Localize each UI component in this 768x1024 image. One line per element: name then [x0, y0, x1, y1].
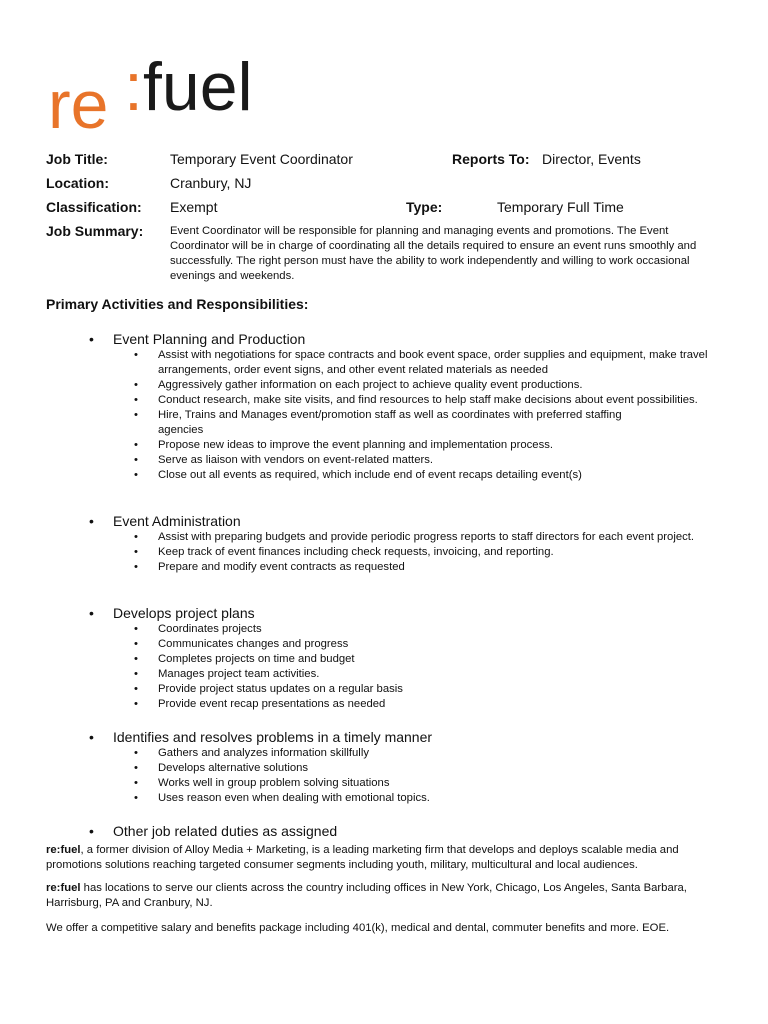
section-title: Identifies and resolves problems in a timely manner: [113, 729, 433, 745]
logo-suffix: fuel: [143, 49, 253, 125]
type-label: Type:: [406, 199, 443, 215]
type-value: Temporary Full Time: [497, 199, 624, 215]
list-item: • Communicates changes and progress: [134, 638, 349, 650]
brand-name: re:fuel: [46, 844, 81, 856]
list-item: • Conduct research, make site visits, and find resources to help staff make decisions about event possibilities.: [134, 394, 698, 406]
list-item: • Coordinates projects: [134, 623, 262, 635]
section-items: [0, 746, 718, 806]
list-item: • Hire, Trains and Manages event/promotion staff as well as coordinates with preferred staffing agencies: [134, 409, 622, 436]
logo-prefix: re: [48, 67, 109, 136]
about-paragraph: re:fuel, a former division of Alloy Media + Marketing, is a leading marketing firm that develops and deploys scalable media and promotions solutions reaching targeted consumer segments including youth, military, multicultural and local audiences.: [46, 844, 679, 871]
job-title-label: Job Title:: [46, 151, 108, 167]
reports-to-label: Reports To:: [452, 151, 530, 167]
benefits-paragraph: We offer a competitive salary and benefits package including 401(k), medical and dental, commuter benefits and more. EOE.: [46, 922, 670, 934]
list-item: • Keep track of event finances including check requests, invoicing, and reporting.: [134, 546, 554, 558]
classification-value: Exempt: [170, 199, 218, 215]
section-bullet: •: [89, 729, 94, 745]
list-item: • Propose new ideas to improve the event planning and implementation process.: [134, 439, 553, 451]
section-bullet: •: [89, 513, 94, 529]
list-item: • Prepare and modify event contracts as requested: [134, 561, 405, 573]
list-item: • Uses reason even when dealing with emotional topics.: [134, 792, 430, 804]
refuel-logo: [48, 40, 268, 136]
location-label: Location:: [46, 175, 109, 191]
section-bullet: •: [89, 605, 94, 621]
section-items: [0, 530, 718, 575]
location-value: Cranbury, NJ: [170, 175, 252, 191]
responsibilities-heading: Primary Activities and Responsibilities:: [46, 296, 309, 312]
logo-colon: :: [124, 49, 143, 125]
list-item: • Works well in group problem solving situations: [134, 777, 390, 789]
list-item: • Manages project team activities.: [134, 668, 320, 680]
list-item: • Gathers and analyzes information skillfully: [134, 747, 369, 759]
section-title: Event Planning and Production: [113, 331, 306, 347]
section-title: Event Administration: [113, 513, 241, 529]
job-summary-label: Job Summary:: [46, 223, 144, 239]
classification-label: Classification:: [46, 199, 142, 215]
section-items: [0, 348, 718, 483]
list-item: • Assist with negotiations for space contracts and book event space, order supplies and equipment, make travel arrangements, order event signs, and other event related materials as needed: [134, 349, 708, 376]
list-item: • Provide event recap presentations as needed: [134, 698, 386, 710]
list-item: • Aggressively gather information on each project to achieve quality event productions.: [134, 379, 583, 391]
list-item: • Completes projects on time and budget: [134, 653, 355, 665]
section-items: [0, 622, 718, 712]
list-item: • Provide project status updates on a regular basis: [134, 683, 403, 695]
list-item: • Serve as liaison with vendors on event-related matters.: [134, 454, 434, 466]
reports-to-value: Director, Events: [542, 151, 641, 167]
list-item: • Develops alternative solutions: [134, 762, 309, 774]
list-item: • Close out all events as required, which include end of event recaps detailing event(s): [134, 469, 582, 481]
section-title: Other job related duties as assigned: [113, 823, 338, 839]
list-item: • Assist with preparing budgets and provide periodic progress reports to staff directors for each event project.: [134, 531, 695, 543]
section-bullet: •: [89, 823, 94, 839]
section-bullet: •: [89, 331, 94, 347]
brand-name: re:fuel: [46, 882, 81, 894]
section-title: Develops project plans: [113, 605, 255, 621]
job-summary-text: Event Coordinator will be responsible for planning and managing events and promotions. The Event Coordinator will be in charge of coordinating all the details required to ensure an event runs smoothly and successfully. The right person must have the ability to work independently and willing to work occasional evenings and weekends.: [170, 225, 697, 282]
job-title-value: Temporary Event Coordinator: [170, 151, 353, 167]
locations-paragraph: re:fuel has locations to serve our clients across the country including offices in New York, Chicago, Los Angeles, Santa Barbara, Harrisburg, PA and Cranbury, NJ.: [46, 882, 687, 909]
